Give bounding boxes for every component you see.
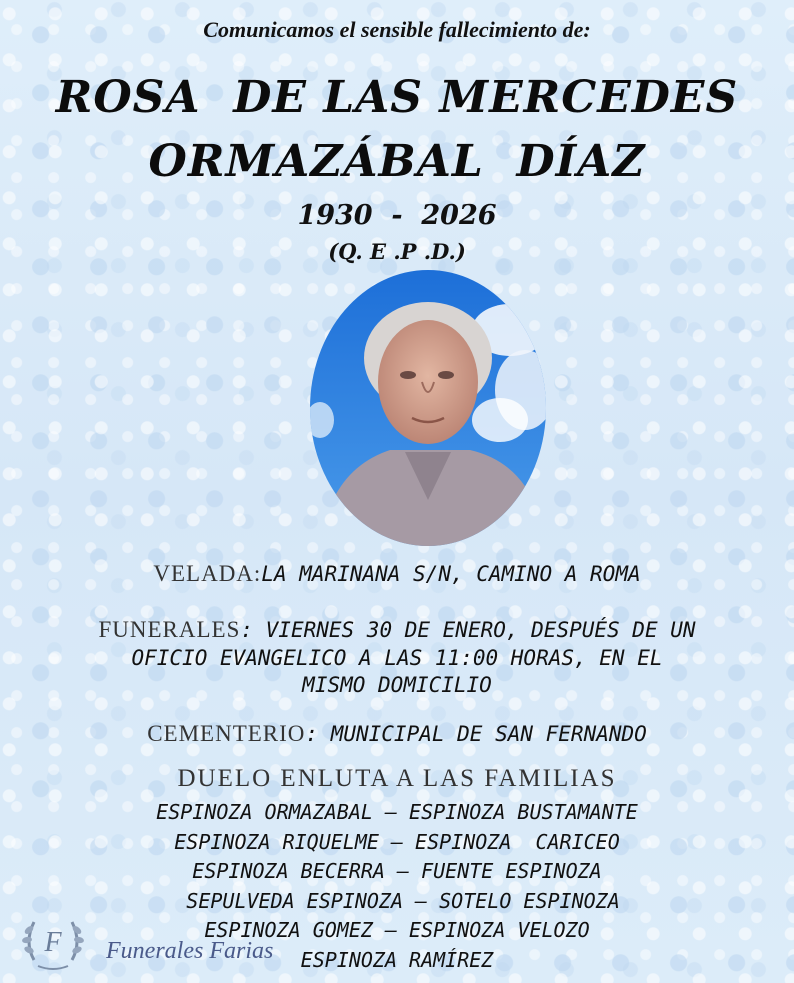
funerales-label: FUNERALES	[98, 617, 241, 642]
brand-name: Funerales Farias	[106, 938, 274, 964]
intro-text: Comunicamos el sensible fallecimiento de:	[203, 17, 591, 42]
deceased-name-line1: ROSA DE LAS MERCEDES	[55, 72, 739, 123]
family-line: ESPINOZA ORMAZABAL – ESPINOZA BUSTAMANTE	[156, 800, 638, 824]
duelo-heading: DUELO ENLUTA A LAS FAMILIAS	[177, 765, 617, 792]
cementerio-line	[0, 721, 794, 747]
logo-letter: F	[44, 927, 62, 958]
velada-label: VELADA:	[153, 561, 262, 586]
life-years: 1930 - 2026	[297, 200, 497, 231]
velada-line	[0, 561, 794, 587]
velada-value: LA MARINANA S/N, CAMINO A ROMA	[261, 562, 641, 586]
family-line: SEPULVEDA ESPINOZA – SOTELO ESPINOZA	[174, 888, 620, 913]
funerales-value-line2: OFICIO EVANGELICO A LAS 11:00 HORAS, EN EL	[131, 646, 663, 670]
portrait-photo	[310, 270, 546, 546]
deceased-name-line2: ORMAZÁBAL DÍAZ	[148, 136, 646, 187]
family-line: ESPINOZA RAMÍREZ	[300, 947, 494, 972]
family-line: ESPINOZA RIQUELME – ESPINOZA CARICEO	[174, 829, 620, 854]
family-line: ESPINOZA GOMEZ – ESPINOZA VELOZO	[204, 918, 590, 942]
cementerio-label: CEMENTERIO	[147, 721, 306, 746]
funerales-value-line3: MISMO DOMICILIO	[302, 673, 492, 697]
cementerio-value: : MUNICIPAL DE SAN FERNANDO	[305, 722, 647, 746]
funerales-block	[0, 616, 794, 699]
portrait-image	[310, 270, 546, 546]
laurel-wreath-icon	[20, 908, 86, 974]
family-line: ESPINOZA BECERRA – FUENTE ESPINOZA	[192, 859, 602, 883]
funerales-value-line1: : VIERNES 30 DE ENERO, DESPUÉS DE UN	[240, 618, 696, 642]
qepd-text: (Q. E .P .D.)	[328, 239, 466, 264]
